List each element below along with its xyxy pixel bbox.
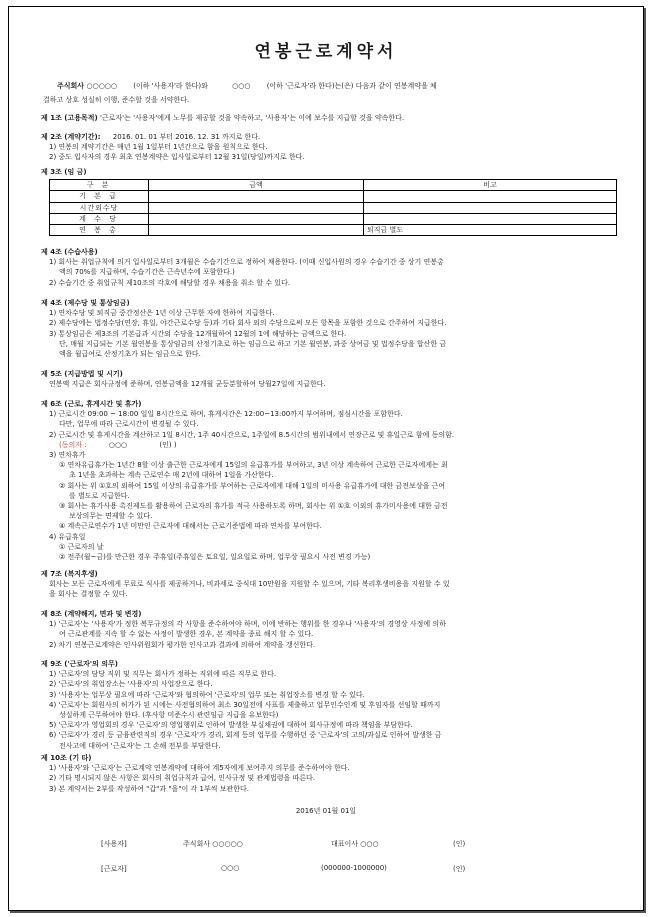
article-6-item: ③ 회사는 휴가사용 촉진제도를 활용하여 근로자의 휴가를 적극 사용하도록 하며, 회사는 위 ①호 이외의 휴가미사용에 대한 금전: [59, 502, 448, 511]
article-4b-item: 단, 매월 지급되는 기본 월연봉을 통상임금의 산정기초로 하는 임금으로 하고 기본 월연봉, 과중 상여금 및 법정수당을 합산한 금: [59, 339, 447, 348]
worker-alias: (이하 '근로자'라 한다)는(은) 다음과 같이 연봉계약을 체: [266, 82, 437, 90]
table-header-row: [50, 180, 617, 191]
article-7: [41, 569, 619, 600]
article-2: [41, 132, 619, 163]
article-9-item: 2) '근로자'의 취업장소는 '사용자'의 사업장으로 한다.: [49, 680, 213, 689]
article-2-heading: 제 2조 (계약기간):: [41, 133, 101, 141]
table-cell: 시간외수당: [50, 202, 149, 213]
contract-date: 2016년 01월 01일: [295, 807, 357, 815]
article-9-heading: 제 9조 ('근로자'의 의무): [41, 660, 118, 668]
article-9: [41, 659, 619, 751]
table-row: [50, 225, 617, 236]
consent-seal: (인) ): [159, 440, 177, 449]
article-6-heading: 제 6조 (근로, 휴게시간 및 휴가): [41, 400, 142, 408]
worker-signer-name: ○○○: [221, 864, 240, 872]
article-6-item: 보상의무는 면제할 수 있다.: [69, 512, 153, 521]
article-4b-item: 3) 통상임금은 제3조의 기본급과 시간외 수당을 12개월하여 12월의 1에 해당하는 금액으로 한다.: [49, 329, 347, 338]
worker-id-number: (000000-1000000): [321, 864, 387, 872]
article-8-item: 1) '근로자'는 '사용자'가 정한 복무규정의 각 사항을 준수하여야 하며, 이에 반하는 행위를 한 경우나 '사용자'의 경영상 사정에 의하: [49, 620, 446, 629]
article-6-item: ② 전주(월~금)를 만근한 경우 주휴일(주휴일은 토요일, 일요일로 하며, 업무상 필요시 사전 변경 가능): [59, 553, 371, 562]
contract-page: [8, 6, 644, 911]
article-5: [41, 369, 619, 389]
table-row: [50, 202, 617, 213]
article-6-item: 를 별도로 지급한다.: [69, 491, 130, 500]
employer-seal: (인): [453, 840, 466, 848]
worker-name: ○○○: [232, 82, 251, 90]
article-2-item: 1) 연봉의 계약기간은 매년 1월 1일부터 1년간으로 함을 원칙으로 한다.: [49, 143, 268, 152]
article-4: [41, 247, 619, 288]
employer-representative: 대표이사 ○○○: [331, 840, 379, 848]
consent-name: ○○○: [108, 440, 128, 449]
intro-paragraph: [43, 79, 613, 107]
article-4b-item: 1) 연차수당 및 퇴직금 중간정산은 1년 이상 근무한 자에 한하여 지급한다.: [49, 309, 275, 318]
consent-label: (동의자 :: [59, 440, 87, 449]
table-cell: 기 본 급: [50, 191, 149, 202]
article-5-heading: 제 5조 (지급방법 및 시기): [41, 370, 123, 378]
article-10-heading: 제 10조 (기 타): [41, 754, 92, 762]
article-9-item: 6) '근로자'가 경리 등 금융관련직의 경우 '근로자'가 경리, 회계 등의 업무를 수행하던 중 '근로자'의 고의/과실로 인하여 발생한 금: [49, 731, 442, 740]
article-5-text: 연봉액 지급은 회사규정에 준하며, 연봉금액을 12개월 균등분할하여 당월27일에 지급한다.: [49, 380, 326, 389]
worker-seal: (인): [453, 865, 466, 873]
article-4-item: 2) 수습기간 중 취업규칙 제10조의 각호에 해당할 경우 채용을 취소 할 수 있다.: [49, 278, 291, 287]
company-name: 주식회사 ○○○○○: [57, 82, 118, 90]
article-1: [41, 113, 619, 123]
contract-period: 2016. 01. 01 부터 2016. 12. 31 까지로 한다.: [112, 133, 261, 141]
article-1-text: '근로자'는 '사용자'에게 노무를 제공할 것을 약속하고, '사용자'는 이에 보수를 지급할 것을 약속한다.: [99, 114, 405, 122]
consent-line: [41, 440, 619, 450]
article-10: [41, 753, 619, 794]
table-row: [50, 213, 617, 224]
table-header: 비고: [364, 180, 617, 191]
table-cell: 계 수 당: [50, 213, 149, 224]
article-9-item: 전사고에 대하여 '근로자'는 그 손해 전부를 부담한다.: [59, 741, 221, 750]
article-8-item: 여 근로관계를 지속 할 수 없는 사정이 발생한 경우, 본 계약을 종료 해지 할 수 있다.: [59, 630, 314, 639]
article-4b-item: 액을 월급여로 산정기초가 되는 임금으로 한다.: [59, 350, 201, 359]
article-9-item: 3) '사용자'는 업무상 필요에 따라 '근로자'와 협의하여 '근로자'의 업무 또는 취업장소를 변경 할 수 있다.: [49, 690, 365, 699]
article-10-item: 1) '사용자'와 '근로자'는 근로계약 연봉계약에 대하여 계5자에게 보여주지 의무를 준수하여야 한다.: [49, 764, 350, 773]
article-9-item: 5) '근로자'가 영업회의 경우 '근로자'의 영업행위로 인하여 발생한 부실채권에 대하여 회사규정에 따라 책임을 부담한다.: [49, 721, 413, 730]
article-8: [41, 609, 619, 650]
article-4-item: 액의 70%를 지급하며, 수습기간은 근속년수에 포함한다.): [59, 268, 235, 277]
article-6: [41, 399, 619, 562]
article-7-heading: 제 7조 (복지후생): [41, 570, 98, 578]
article-8-heading: 제 8조 (계약해지, 면과 및 변경): [41, 610, 142, 618]
worker-label: [근로자]: [101, 865, 127, 873]
intro-line2: 결하고 상호 성실히 이행, 준수할 것을 서약한다.: [43, 96, 190, 104]
wage-table: [49, 179, 617, 236]
article-6-item: ④ 계속근로연수가 1년 미만인 근로자에 대해서는 근로기준법에 따라 연차를 부여한다.: [59, 522, 322, 531]
employer-company: 주식회사 ○○○○○: [183, 840, 243, 848]
document-title: 연봉근로계약서: [254, 42, 398, 62]
article-3: [41, 167, 619, 236]
article-1-heading: 제 1조 (고용목적): [41, 114, 98, 122]
table-cell: 연 봉 총: [50, 225, 149, 236]
article-6-item: 4) 유급휴일: [49, 532, 86, 541]
article-6-item: 다만, 업무에 따라 근로시간이 변경될 수 있다.: [59, 420, 199, 429]
article-6-item: ② 회사는 위 ①호의 외하여 15일 이상의 유급휴가를 부여하는 근로자에게 대해 1일의 미사용 유급휴가에 대한 금전보상을 근여: [59, 481, 446, 490]
article-2-item: 2) 중도 입사자의 경우 최초 연봉계약은 입사일로부터 12월 31일(당일)까지로 한다.: [49, 153, 305, 162]
article-8-item: 2) 차기 연봉근로계약은 인사위원회가 평가한 인사고과 결과에 의하여 계약을 갱신한다.: [49, 640, 316, 649]
company-alias: (이하 '사용자'라 한다)와: [133, 82, 208, 90]
article-6-item: ① 근로자의 날: [59, 542, 104, 551]
article-4-item: 1) 회사는 취업규칙에 의거 입사일로부터 3개월은 수습기간으로 정하여 채용한다. (이때 신입사원의 경우 수습기간 중 상기 연봉총: [49, 258, 444, 267]
article-6-item: 3) 연차휴가: [49, 451, 86, 460]
article-4-heading: 제 4조 (수습사용): [41, 248, 98, 256]
table-row: [50, 191, 617, 202]
employer-label: [사용자]: [101, 840, 127, 848]
article-3-heading: 제 3조 (임 금): [41, 168, 87, 176]
article-6-item: 2) 근로시간 및 휴게시간을 계산하고 1일 8시간, 1주 40시간으로, 1주일에 8.5시간의 범위내에서 연장근로 및 휴일근로 함에 동의함.: [49, 430, 455, 439]
article-4b: [41, 298, 619, 359]
article-4b-item: 2) 제수당에는 법정수당(연장, 휴일, 야간근로수당 등)과 기타 회사 외의 수당으로써 모든 항목을 포함한 것으로 간주하여 지급한다.: [49, 319, 447, 328]
article-6-item: 초 1년을 초과하는 계속 근로연수 매 2년에 대하여 1일을 가산한다.: [69, 471, 274, 480]
article-6-item: ① 연차유급휴가는 1년간 8할 이상 출근한 근로자에게 15일의 유급휴가를 부여하고, 3년 이상 계속하여 근로한 근로자에게는 최: [59, 461, 448, 470]
article-4b-heading: 제 4조 (제수당 및 통상임금): [41, 299, 130, 307]
article-10-item: 3) 본 계약서는 2부를 작성하여 "갑"과 "을"이 각 1부씩 보관한다.: [49, 784, 249, 793]
article-7-item: 회사는 모든 근로자에게 무료로 식사를 제공하거나, 비과세로 중식대 10만원을 지원할 수 있으며, 기타 복리후생비용을 지원할 수 있: [49, 580, 450, 589]
article-9-item: 성실하게 근무하여야 한다. (후사항 미준수시 관련임금 지급을 유보한다): [59, 711, 279, 720]
table-header: 금액: [149, 180, 364, 191]
article-10-item: 2) 기타 명시되지 않은 사항은 회사의 취업규칙과 급여, 인사규정 및 관계법령을 따른다.: [49, 774, 316, 783]
table-header: 구 분: [50, 180, 149, 191]
article-6-item: 1) 근로시간 09:00 ~ 18:00 일일 8시간으로 하며, 휴게시간은 12:00~13:00까지 부여하며, 점심시간을 포함한다.: [49, 410, 403, 419]
table-cell-note: 퇴직금 별도: [364, 225, 617, 236]
article-7-item: 을 회사는 결정할 수 있다.: [49, 590, 128, 599]
article-9-item: 4) '근로자'는 회원사의 허가가 된 시에는 사전협의하여 최소 30일전에 사표를 제출하고 업무인수인계 및 후임자를 선임할 때까지: [49, 700, 441, 709]
article-9-item: 1) '근로자'의 담당 직위 및 직무는 회사가 정하는 직위에 따른 직무로 한다.: [49, 670, 277, 679]
